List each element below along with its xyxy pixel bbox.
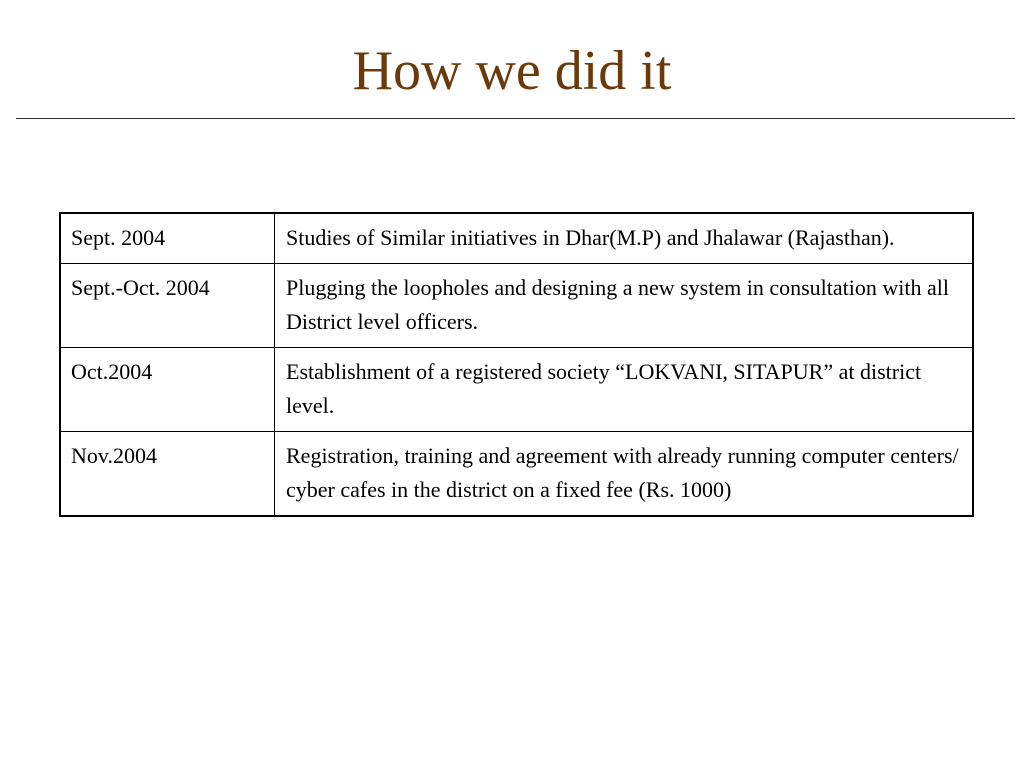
description-cell: Plugging the loopholes and designing a new system in consultation with all District level officers.: [275, 264, 974, 348]
date-cell: Nov.2004: [60, 432, 275, 517]
table-row: [60, 432, 973, 517]
table-row: [60, 213, 973, 264]
description-cell: Studies of Similar initiatives in Dhar(M.P) and Jhalawar (Rajasthan).: [275, 213, 974, 264]
date-cell: Sept. 2004: [60, 213, 275, 264]
timeline-table: [59, 212, 974, 517]
date-cell: Sept.-Oct. 2004: [60, 264, 275, 348]
table-row: [60, 264, 973, 348]
date-cell: Oct.2004: [60, 348, 275, 432]
description-cell: Registration, training and agreement with already running computer centers/ cyber cafes in the district on a fixed fee (Rs. 1000): [275, 432, 974, 517]
description-cell: Establishment of a registered society “LOKVANI, SITAPUR” at district level.: [275, 348, 974, 432]
slide-title: How we did it: [352, 40, 672, 102]
table-row: [60, 348, 973, 432]
title-divider: [16, 118, 1015, 119]
